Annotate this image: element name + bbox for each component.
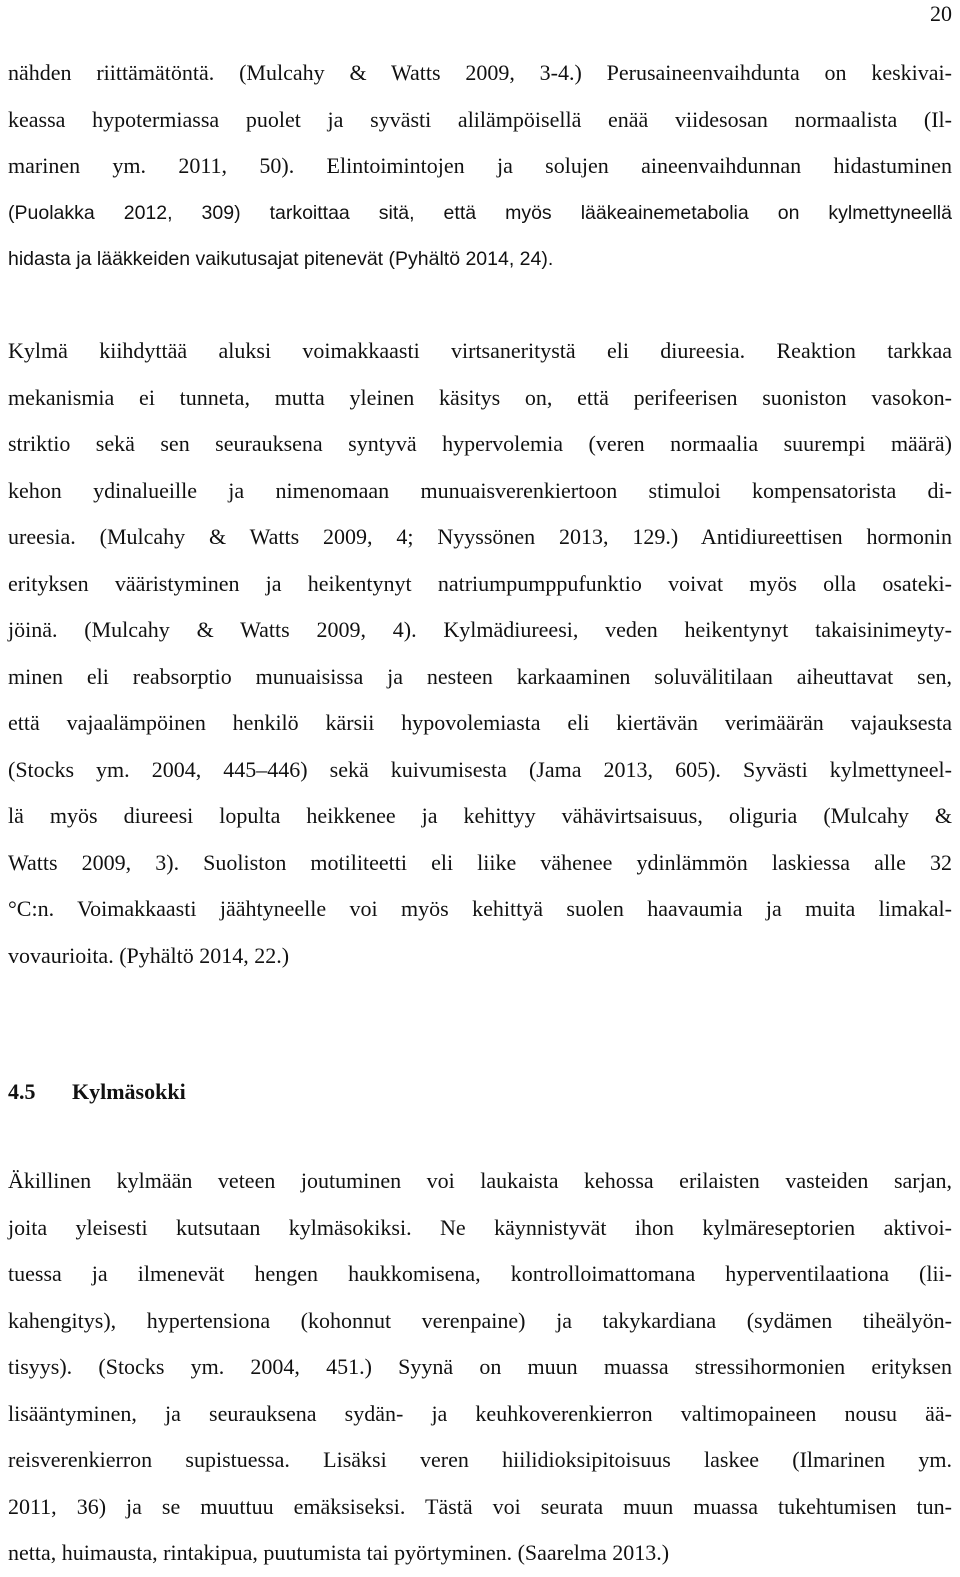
text-line: lä myös diureesi lopulta heikkenee ja kehittyy vähävirtsaisuus, oliguria (Mulcahy & [8,803,952,828]
text-line: striktio sekä sen seurauksena syntyvä hypervolemia (veren normaalia suurempi määrä) [8,431,952,456]
section-heading [8,1072,186,1112]
text-line: netta, huimausta, rintakipua, puutumista tai pyörtyminen. (Saarelma 2013.) [8,1540,670,1565]
text-line: joita yleisesti kutsutaan kylmäsokiksi. Ne käynnistyvät ihon kylmäreseptorien aktivoi- [8,1214,952,1240]
text-line: Kylmä kiihdyttää aluksi voimakkaasti virtsaneritystä eli diureesia. Reaktion tarkkaa [8,338,952,363]
text-line: vovaurioita. (Pyhältö 2014, 22.) [8,942,290,968]
paragraph-cold-shock [8,1158,952,1577]
text-line: °C:n. Voimakkaasti jäähtyneelle voi myös kehittyä suolen haavaumia ja muita limakal- [8,896,952,921]
text-line: keassa hypotermiassa puolet ja syvästi alilämpöisellä enää viidesosan normaalista (Il- [8,106,952,132]
text-line: hidasta ja lääkkeiden vaikutusajat pitenevät (Pyhältö 2014, 24). [8,248,554,270]
text-line: tisyys). (Stocks ym. 2004, 451.) Syynä on muun muassa stressihormonien erityksen [8,1354,952,1379]
text-line: ureesia. (Mulcahy & Watts 2009, 4; Nyyssönen 2013, 129.) Antidiureettisen hormonin [8,524,952,549]
text-line: mekanismia ei tunneta, mutta yleinen käsitys on, että perifeerisen suoniston vasokon- [8,384,952,410]
text-line: Äkillinen kylmään veteen joutuminen voi laukaista kehossa erilaisten vasteiden sarjan, [8,1168,952,1193]
text-line: (Stocks ym. 2004, 445–446) sekä kuivumisesta (Jama 2013, 605). Syvästi kylmettyneel- [8,756,952,782]
paragraph-hypothermia-metabolism [8,50,952,283]
text-line: Watts 2009, 3). Suoliston motiliteetti eli liike vähenee ydinlämmön laskiessa alle 32 [8,849,952,875]
text-line: minen eli reabsorptio munuaisissa ja nesteen karkaaminen soluvälitilaan aiheuttavat sen, [8,663,952,689]
section-title: Kylmäsokki [72,1079,186,1104]
text-line: kahengitys), hypertensiona (kohonnut verenpaine) ja takykardiana (sydämen tiheälyön- [8,1307,952,1333]
paragraph-cold-diuresis [8,328,952,979]
text-line: reisverenkierron supistuessa. Lisäksi veren hiilidioksipitoisuus laskee (Ilmarinen ym. [8,1447,952,1472]
text-line: 2011, 36) ja se muuttuu emäksiseksi. Tästä voi seurata muun muassa tukehtumisen tun- [8,1493,952,1519]
text-line: nähden riittämätöntä. (Mulcahy & Watts 2009, 3-4.) Perusaineenvaihdunta on keskivai- [8,60,952,85]
text-line: tuessa ja ilmenevät hengen haukkomisena, kontrolloimattomana hyperventilaationa (lii- [8,1261,952,1286]
text-line: erityksen vääristyminen ja heikentynyt natriumpumppufunktio voivat myös olla osateki- [8,570,952,596]
text-line: marinen ym. 2011, 50). Elintoimintojen ja solujen aineenvaihdunnan hidastuminen [8,153,952,178]
text-line: että vajaalämpöinen henkilö kärsii hypovolemiasta eli kiertävän verimäärän vajauksesta [8,710,952,735]
section-number: 4.5 [8,1079,36,1104]
text-line: kehon ydinalueille ja nimenomaan munuaisverenkiertoon stimuloi kompensatorista di- [8,477,952,503]
page-number: 20 [930,1,952,26]
text-line: jöinä. (Mulcahy & Watts 2009, 4). Kylmädiureesi, veden heikentynyt takaisinimeyty- [8,617,952,642]
text-line: lisääntyminen, ja seurauksena sydän- ja keuhkoverenkierron valtimopaineen nousu ää- [8,1400,952,1426]
text-line: (Puolakka 2012, 309) tarkoittaa sitä, että myös lääkeainemetabolia on kylmettyneellä [8,201,952,224]
